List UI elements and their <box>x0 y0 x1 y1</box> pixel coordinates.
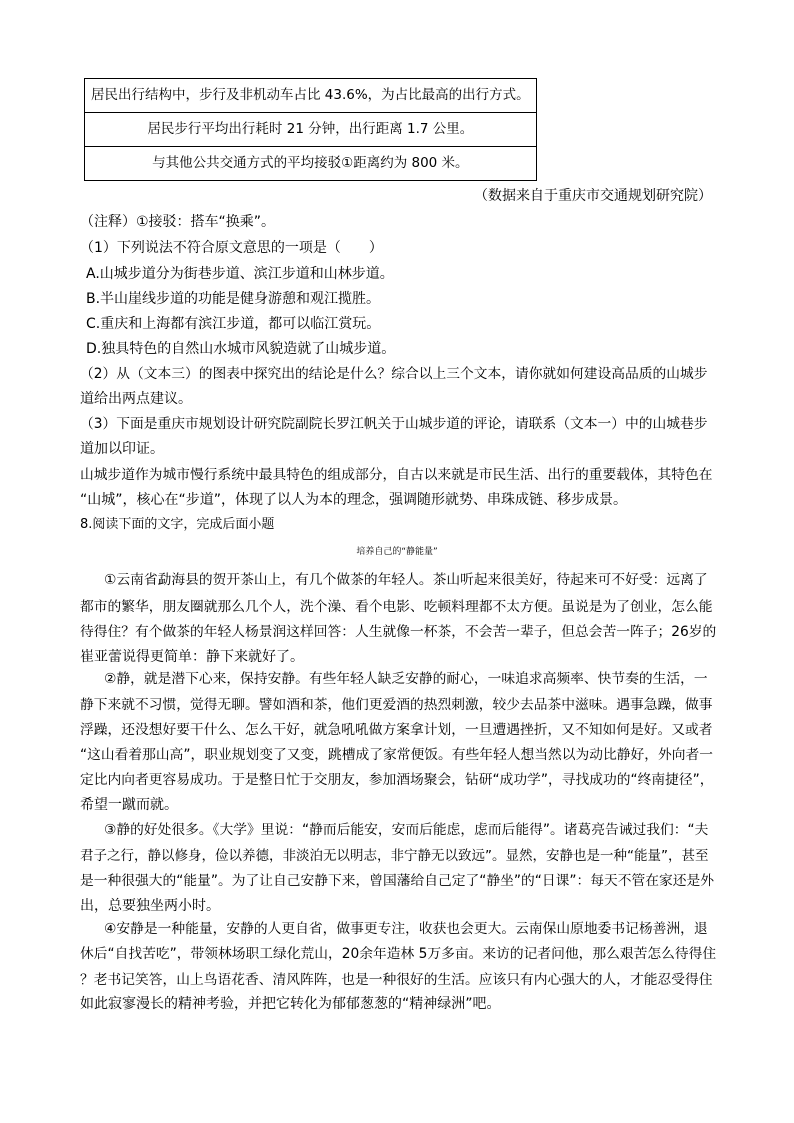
question-1-stem: （1）下列说法不符合原文意思的一项是（ ） <box>80 240 383 256</box>
paragraph-line: 出，总要独坐两小时。 <box>80 898 220 914</box>
table-row <box>85 79 537 113</box>
footnote: （注释）①接驳：搭车“换乘”。 <box>80 214 276 230</box>
question-3-line: 道加以印证。 <box>80 441 164 457</box>
paragraph-line: ③静的好处很多。《大学》里说：“静而后能安，安而后能虑，虑而后能得”。诸葛亮告诫过我们：“夫 <box>104 822 709 838</box>
paragraph-line: 都市的繁华，朋友圈就那么几个人，洗个澡、看个电影、吃顿料理都不太方便。虽说是为了创业，怎么能 <box>80 599 713 615</box>
option-a: A.山城步道分为街巷步道、滨江步道和山林步道。 <box>86 266 394 282</box>
table-cell: 居民出行结构中，步行及非机动车占比 43.6%，为占比最高的出行方式。 <box>85 79 537 113</box>
table-row <box>85 113 537 147</box>
data-source: （数据来自于重庆市交通规划研究院） <box>474 188 712 204</box>
question-2-line: （2）从（文本三）的图表中探究出的结论是什么？综合以上三个文本，请你就如何建设高品质的山城步 <box>80 366 708 382</box>
paragraph-line: 君子之行，静以修身，俭以养德，非淡泊无以明志，非宁静无以致远”。显然，安静也是一种“能量”，甚至 <box>80 848 709 864</box>
paragraph-line: 是一种很强大的“能量”。为了让自己安静下来，曾国藩给自己定了“静坐”的“日课”：每天不管在家还是外 <box>80 873 714 889</box>
table-cell: 与其他公共交通方式的平均接驳①距离约为 800 米。 <box>85 147 537 181</box>
paragraph-line: ②静，就是潜下心来，保持安静。有些年轻人缺乏安静的耐心，一味追求高频率、快节奏的生活，一 <box>104 671 708 687</box>
data-table <box>84 78 537 181</box>
paragraph-line: 休后“自找苦吃”，带领林场职工绿化荒山，20余年造林 5万多亩。来访的记者问他，那么艰苦怎么待得住 <box>80 946 717 962</box>
table-row <box>85 147 537 181</box>
paragraph-line: 静下来就不习惯，觉得无聊。譬如酒和茶，他们更爱酒的热烈刺激，较少去品茶中滋味。遇事急躁，做事 <box>80 697 713 713</box>
paragraph-line: 崔亚蕾说得更简单：静下来就好了。 <box>80 649 304 665</box>
article-title: 培养自己的“静能量” <box>356 547 438 557</box>
question-3-line: （3）下面是重庆市规划设计研究院副院长罗江帆关于山城步道的评论，请联系（文本一）中的山城巷步 <box>80 416 708 432</box>
table-cell: 居民步行平均出行耗时 21 分钟，出行距离 1.7 公里。 <box>85 113 537 147</box>
paragraph-line: 如此寂寥漫长的精神考验，并把它转化为郁郁葱葱的“精神绿洲”吧。 <box>80 996 501 1012</box>
question-2-line: 道给出两点建议。 <box>80 391 192 407</box>
paragraph-line: ①云南省勐海县的贺开茶山上，有几个做茶的年轻人。茶山听起来很美好，待起来可不好受：远离了 <box>104 572 708 588</box>
paragraph-line: 待得住？有个做茶的年轻人杨景润这样回答：人生就像一杯茶，不会苦一辈子，但总会苦一阵子；26岁的 <box>80 624 717 640</box>
option-b: B.半山崖线步道的功能是健身游憩和观江揽胜。 <box>86 291 381 307</box>
quote-line: 山城步道作为城市慢行系统中最具特色的组成部分，自古以来就是市民生活、出行的重要载体，其特色在 <box>80 467 713 483</box>
section-heading: 8.阅读下面的文字，完成后面小题 <box>80 517 275 532</box>
option-c: C.重庆和上海都有滨江步道，都可以临江赏玩。 <box>86 316 381 332</box>
paragraph-line: 定比内向者更容易成功。于是整日忙于交朋友，参加酒场聚会，钻研“成功学”，寻找成功的“终南捷径”， <box>80 772 714 788</box>
option-d: D.独具特色的自然山水城市风貌造就了山城步道。 <box>86 341 396 357</box>
paragraph-line: 浮躁，还没想好要干什么、怎么干好，就急吼吼做方案拿计划，一旦遭遇挫折，又不知如何是好。又或者 <box>80 722 713 738</box>
paragraph-line: ？老书记笑答，山上鸟语花香、清风阵阵，也是一种很好的生活。应该只有内心强大的人，才能忍受得住 <box>80 972 713 988</box>
paragraph-line: “这山看着那山高”，职业规划变了又变，跳槽成了家常便饭。有些年轻人想当然以为动比静好，外向者一 <box>80 747 714 763</box>
paragraph-line: 希望一蹴而就。 <box>80 797 178 813</box>
paragraph-line: ④安静是一种能量，安静的人更自省，做事更专注，收获也会更大。云南保山原地委书记杨善洲，退 <box>104 921 708 937</box>
quote-line: “山城”，核心在“步道”，体现了以人为本的理念，强调随形就势、串珠成链、移步成景。 <box>80 492 628 508</box>
